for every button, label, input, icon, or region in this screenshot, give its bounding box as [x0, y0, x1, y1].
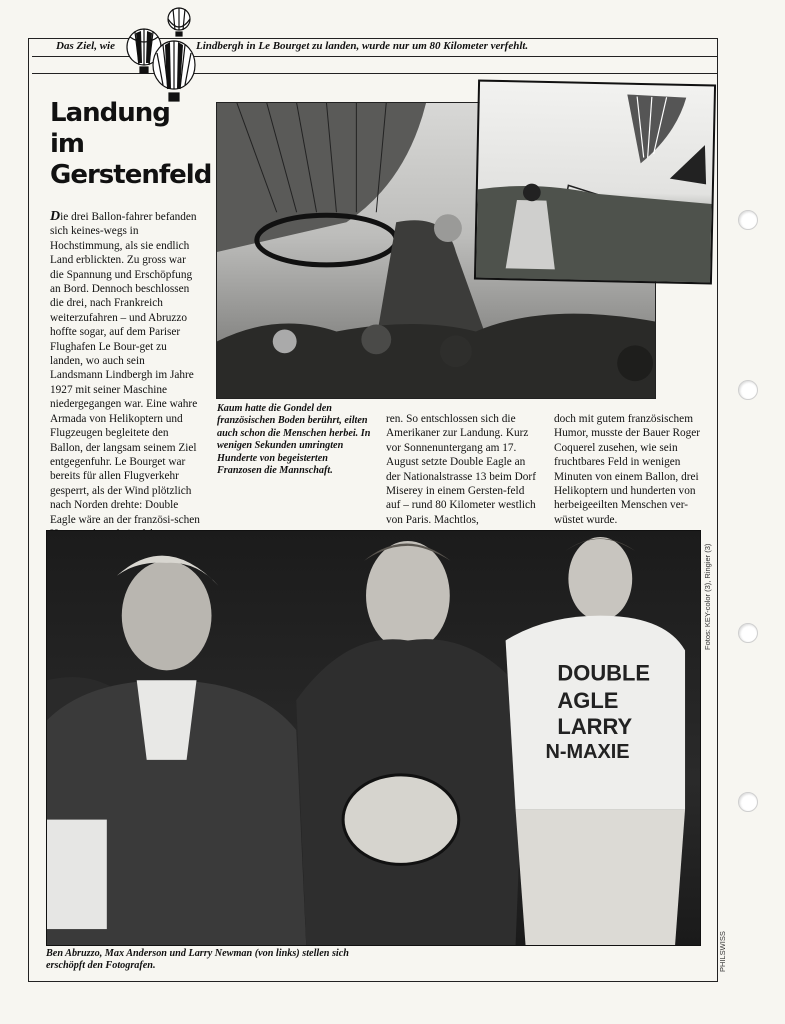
article-column-1 — [50, 210, 200, 541]
photo-credit: Fotos: KEY-color (3), Ringier (3) — [703, 543, 712, 650]
tshirt-text-4: N-MAXIE — [545, 740, 630, 763]
publisher-mark: PHILSWISS — [718, 931, 727, 972]
title-line-3: Gerstenfeld — [50, 160, 212, 190]
title-line-2: im — [50, 129, 85, 159]
binder-hole — [738, 380, 758, 400]
binder-hole — [738, 792, 758, 812]
binder-hole — [738, 623, 758, 643]
header-text-right: Lindbergh in Le Bourget zu landen, wurde nur um 80 Kilometer verfehlt. — [196, 40, 529, 52]
article-column-3: doch mit gutem französischem Humor, musste der Bauer Roger Coquerel zusehen, wie sein fruchtbares Feld in wenigen Minuten von einem Ballon, drei Helikoptern und hunderten von herbeigeeilten Menschen ver-wüstet wurde. — [554, 413, 701, 526]
landing-field-image — [476, 82, 714, 283]
tshirt-text-1: DOUBLE — [557, 660, 651, 686]
header-text-left: Das Ziel, wie — [56, 40, 115, 52]
landing-field-photo — [474, 80, 716, 285]
tshirt-text-2: AGLE — [557, 688, 619, 714]
article-column-2: ren. So entschlossen sich die Amerikaner zur Landung. Kurz vor Sonnenuntergang am 17. August setzte Double Eagle an der Nationalstrasse 13 beim Dorf Miserey in einem Gersten-feld auf – rund 80 Kilometer westlich von Paris. Machtlos, — [386, 413, 536, 526]
crew-portrait-image — [47, 531, 700, 945]
binder-hole — [738, 210, 758, 230]
crew-portrait-photo — [46, 530, 701, 946]
page-title — [50, 98, 210, 191]
title-line-1: Landung — [50, 98, 170, 128]
crew-photo-caption: Ben Abruzzo, Max Anderson und Larry Newman (von links) stellen sich erschöpft den Fotografen. — [46, 948, 349, 972]
article-text-1: ie drei Ballon-fahrer befanden sich keines-wegs in Hochstimmung, als sie endlich Land erblickten. Zu gross war die Spannung und Erschöpfung an Bord. Dennoch beschlossen die drei, nach Frankreich weiterzufahren – und Abruzzo hoffte sogar, auf dem Pariser Flughafen Le Bour-get zu landen, wo auch sein Landsmann Lindbergh im Jahre 1927 mit seiner Maschine niedergegangen war. Eine wahre Armada von Helikoptern und Flugzeugen begleitete den Ballon, der langsam seinem Ziel entgegenfuhr. Le Bourget war bereits für allen Flugverkehr gesperrt, als der Wind plötzlich nach Norden drehte: Double Eagle wäre an der französi-schen — [50, 211, 200, 526]
drop-cap: D — [50, 209, 61, 224]
balloon-logo-icon — [122, 5, 202, 109]
tshirt-text-3: LARRY — [557, 714, 633, 740]
landing-photo-caption: Kaum hatte die Gondel den französischen Boden berührt, eilten auch schon die Menschen herbei. In wenigen Sekunden umringten Hunderte von begeisterten Franzosen die Mannschaft. — [217, 403, 371, 477]
